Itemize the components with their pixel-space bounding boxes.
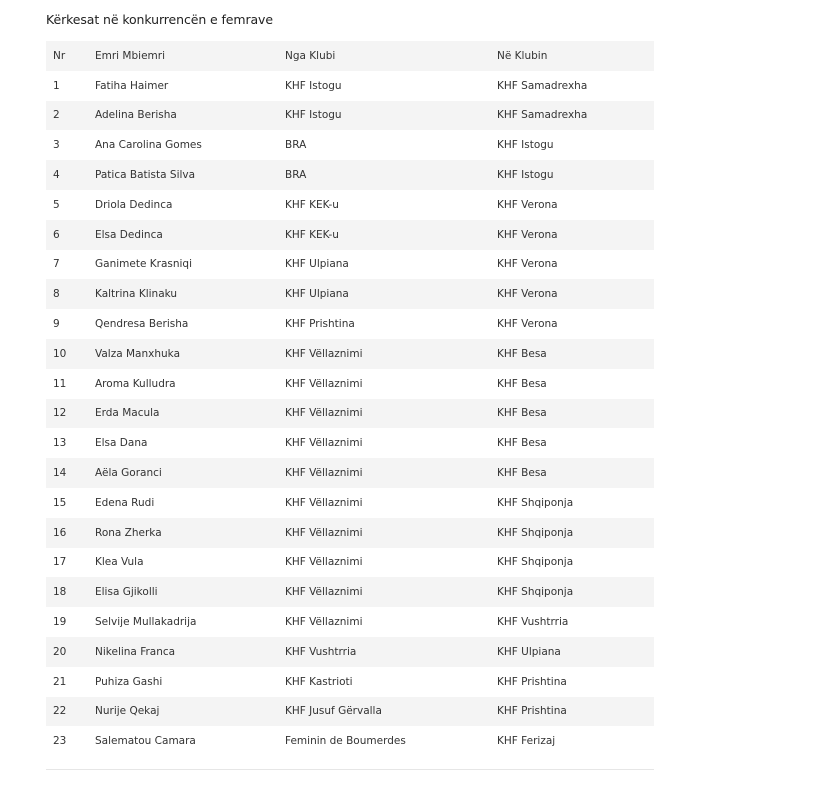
- cell-name: Erda Macula: [95, 407, 160, 420]
- cell-name: Elisa Gjikolli: [95, 586, 158, 599]
- cell-to-club: KHF Verona: [497, 228, 558, 241]
- cell-nr: 22: [53, 705, 67, 718]
- cell-from-club: BRA: [285, 139, 307, 152]
- table-row: [46, 250, 654, 280]
- cell-to-club: KHF Istogu: [497, 169, 554, 182]
- table-row: [46, 130, 654, 160]
- cell-name: Aëla Goranci: [95, 467, 162, 480]
- cell-nr: 16: [53, 526, 67, 539]
- cell-from-club: KHF Vëllaznimi: [285, 377, 363, 390]
- cell-name: Adelina Berisha: [95, 109, 177, 122]
- cell-to-club: KHF Verona: [497, 288, 558, 301]
- cell-name: Edena Rudi: [95, 496, 155, 509]
- cell-name: Kaltrina Klinaku: [95, 288, 178, 301]
- cell-from-club: KHF Istogu: [285, 79, 342, 92]
- table-row: [46, 309, 654, 339]
- cell-to-club: KHF Ferizaj: [497, 735, 556, 748]
- cell-from-club: KHF Vëllaznimi: [285, 467, 363, 480]
- cell-name: Aroma Kulludra: [95, 377, 176, 390]
- cell-name: Fatiha Haimer: [95, 79, 169, 92]
- cell-name: Elsa Dedinca: [95, 228, 163, 241]
- cell-from-club: KHF Vëllaznimi: [285, 556, 363, 569]
- table-row: [46, 190, 654, 220]
- column-header-name: Emri Mbiemri: [95, 49, 165, 62]
- table-row: [46, 518, 654, 548]
- cell-nr: 6: [53, 228, 60, 241]
- cell-nr: 11: [53, 377, 67, 390]
- cell-nr: 8: [53, 288, 60, 301]
- cell-name: Elsa Dana: [95, 437, 148, 450]
- cell-to-club: KHF Shqiponja: [497, 586, 574, 599]
- cell-from-club: KHF Jusuf Gërvalla: [285, 705, 382, 718]
- cell-to-club: KHF Besa: [497, 467, 547, 480]
- cell-nr: 5: [53, 198, 60, 211]
- cell-nr: 14: [53, 467, 67, 480]
- cell-from-club: KHF Ulpiana: [285, 258, 349, 271]
- column-header-nr: Nr: [53, 49, 66, 62]
- cell-from-club: KHF Vëllaznimi: [285, 437, 363, 450]
- table-row: [46, 160, 654, 190]
- transfer-requests-table: [46, 41, 654, 756]
- table-row: [46, 458, 654, 488]
- cell-nr: 1: [53, 79, 60, 92]
- table-row: [46, 697, 654, 727]
- cell-to-club: KHF Shqiponja: [497, 496, 574, 509]
- column-header-from-club: Nga Klubi: [285, 49, 336, 62]
- cell-name: Ganimete Krasniqi: [95, 258, 193, 271]
- cell-to-club: KHF Verona: [497, 198, 558, 211]
- cell-nr: 12: [53, 407, 67, 420]
- cell-to-club: KHF Ulpiana: [497, 645, 561, 658]
- cell-from-club: Feminin de Boumerdes: [285, 735, 406, 748]
- table-row: [46, 548, 654, 578]
- cell-nr: 20: [53, 645, 67, 658]
- table-row: [46, 339, 654, 369]
- table-row: [46, 279, 654, 309]
- cell-nr: 3: [53, 139, 60, 152]
- cell-nr: 19: [53, 616, 67, 629]
- cell-from-club: KHF Vëllaznimi: [285, 496, 363, 509]
- cell-name: Driola Dedinca: [95, 198, 173, 211]
- cell-nr: 10: [53, 347, 67, 360]
- table-row: [46, 369, 654, 399]
- cell-from-club: KHF Prishtina: [285, 318, 355, 331]
- cell-name: Patica Batista Silva: [95, 169, 196, 182]
- page-title: Kërkesat në konkurrencën e femrave: [46, 12, 273, 27]
- table-row: [46, 488, 654, 518]
- column-header-to-club: Në Klubin: [497, 49, 548, 62]
- table-row: [46, 71, 654, 101]
- cell-nr: 18: [53, 586, 67, 599]
- cell-from-club: KHF Vëllaznimi: [285, 586, 363, 599]
- cell-nr: 7: [53, 258, 60, 271]
- cell-name: Qendresa Berisha: [95, 318, 189, 331]
- cell-from-club: KHF Ulpiana: [285, 288, 349, 301]
- cell-from-club: KHF KEK-u: [285, 228, 339, 241]
- table-row: [46, 220, 654, 250]
- cell-to-club: KHF Shqiponja: [497, 526, 574, 539]
- cell-from-club: KHF Kastrioti: [285, 675, 353, 688]
- cell-nr: 15: [53, 496, 67, 509]
- table-row: [46, 637, 654, 667]
- cell-to-club: KHF Verona: [497, 318, 558, 331]
- cell-from-club: KHF Vushtrria: [285, 645, 357, 658]
- cell-nr: 4: [53, 169, 60, 182]
- cell-nr: 21: [53, 675, 67, 688]
- cell-from-club: KHF Istogu: [285, 109, 342, 122]
- cell-to-club: KHF Besa: [497, 377, 547, 390]
- cell-name: Ana Carolina Gomes: [95, 139, 202, 152]
- cell-from-club: KHF KEK-u: [285, 198, 339, 211]
- cell-to-club: KHF Besa: [497, 347, 547, 360]
- table-header-row: [46, 41, 654, 71]
- cell-name: Salematou Camara: [95, 735, 196, 748]
- cell-name: Puhiza Gashi: [95, 675, 163, 688]
- table-bottom-divider: [46, 769, 654, 770]
- cell-name: Klea Vula: [95, 556, 144, 569]
- cell-name: Selvije Mullakadrija: [95, 616, 197, 629]
- cell-name: Nurije Qekaj: [95, 705, 160, 718]
- cell-to-club: KHF Samadrexha: [497, 79, 588, 92]
- table-row: [46, 399, 654, 429]
- cell-to-club: KHF Verona: [497, 258, 558, 271]
- table-row: [46, 607, 654, 637]
- table-row: [46, 726, 654, 756]
- cell-nr: 17: [53, 556, 67, 569]
- cell-name: Valza Manxhuka: [95, 347, 181, 360]
- cell-nr: 9: [53, 318, 60, 331]
- cell-from-club: KHF Vëllaznimi: [285, 526, 363, 539]
- table-row: [46, 428, 654, 458]
- table-row: [46, 101, 654, 131]
- cell-nr: 2: [53, 109, 60, 122]
- table-row: [46, 667, 654, 697]
- cell-name: Nikelina Franca: [95, 645, 176, 658]
- cell-to-club: KHF Prishtina: [497, 675, 567, 688]
- cell-to-club: KHF Shqiponja: [497, 556, 574, 569]
- table-row: [46, 577, 654, 607]
- cell-to-club: KHF Vushtrria: [497, 616, 569, 629]
- cell-to-club: KHF Istogu: [497, 139, 554, 152]
- cell-from-club: KHF Vëllaznimi: [285, 407, 363, 420]
- cell-to-club: KHF Besa: [497, 437, 547, 450]
- cell-nr: 23: [53, 735, 67, 748]
- cell-nr: 13: [53, 437, 67, 450]
- cell-from-club: BRA: [285, 169, 307, 182]
- cell-from-club: KHF Vëllaznimi: [285, 616, 363, 629]
- cell-to-club: KHF Samadrexha: [497, 109, 588, 122]
- cell-from-club: KHF Vëllaznimi: [285, 347, 363, 360]
- cell-name: Rona Zherka: [95, 526, 162, 539]
- cell-to-club: KHF Besa: [497, 407, 547, 420]
- cell-to-club: KHF Prishtina: [497, 705, 567, 718]
